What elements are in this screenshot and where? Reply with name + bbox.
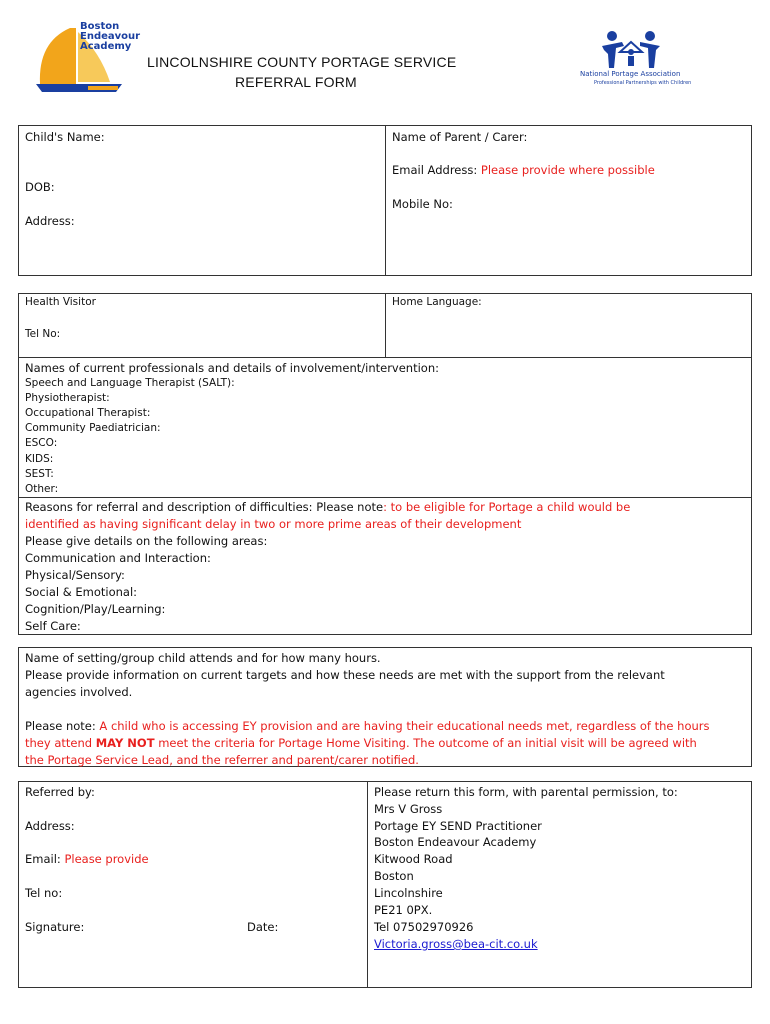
- setting-line3: agencies involved.: [25, 685, 133, 699]
- section-divider: [385, 125, 386, 276]
- area-item: Self Care:: [25, 619, 81, 633]
- home-language-label: Home Language:: [392, 296, 482, 308]
- professional-item: Other:: [25, 483, 59, 495]
- tel-label: Tel No:: [25, 328, 61, 340]
- section-divider: [18, 357, 752, 358]
- referrer-address-label: Address:: [25, 819, 75, 833]
- referrer-email-label: Email:: [25, 852, 61, 866]
- professional-item: SEST:: [25, 468, 54, 480]
- setting-note-line1: [25, 719, 710, 733]
- area-item: Communication and Interaction:: [25, 551, 211, 565]
- may-not-emphasis: MAY NOT: [95, 736, 155, 750]
- setting-note-b1: they attend: [25, 736, 93, 750]
- referred-by-label: Referred by:: [25, 785, 95, 799]
- eligibility-note: : to be eligible for Portage a child would be: [383, 500, 631, 514]
- please-note-label: Please note:: [25, 719, 96, 733]
- referrer-email-note: Please provide: [64, 852, 149, 866]
- professional-item: Speech and Language Therapist (SALT):: [25, 377, 235, 389]
- setting-note-line2: [25, 736, 697, 750]
- return-line: Portage EY SEND Practitioner: [374, 819, 542, 833]
- setting-line2: Please provide information on current targets and how these needs are met with the support from the relevant: [25, 668, 665, 682]
- page-title-line1: LINCOLNSHIRE COUNTY PORTAGE SERVICE: [147, 54, 457, 70]
- health-visitor-label: Health Visitor: [25, 296, 96, 308]
- return-line: PE21 0PX.: [374, 903, 433, 917]
- national-portage-association-logo: [580, 30, 690, 92]
- section-divider: [385, 293, 386, 357]
- professional-item: Community Paediatrician:: [25, 422, 161, 434]
- return-line: Boston: [374, 869, 414, 883]
- professional-item: ESCO:: [25, 437, 58, 449]
- return-line: Lincolnshire: [374, 886, 443, 900]
- npa-logo-tagline: Professional Partnerships with Children: [594, 80, 692, 86]
- professional-item: Occupational Therapist:: [25, 407, 151, 419]
- logo-text-academy: Academy: [80, 41, 132, 52]
- setting-note-b2: meet the criteria for Portage Home Visiting. The outcome of an initial visit will be agreed with: [158, 736, 697, 750]
- signature-label: Signature:: [25, 920, 85, 934]
- dob-label: DOB:: [25, 180, 55, 194]
- mobile-label: Mobile No:: [392, 197, 453, 211]
- referral-reasons-heading: Reasons for referral and description of difficulties: Please note: [25, 500, 384, 514]
- logo-text-boston: Boston: [80, 21, 120, 32]
- area-item: Social & Emotional:: [25, 585, 138, 599]
- page-title-line2: REFERRAL FORM: [235, 74, 357, 90]
- area-item: Cognition/Play/Learning:: [25, 602, 166, 616]
- email-address-line: [392, 163, 655, 177]
- setting-note-line3: the Portage Service Lead, and the referrer and parent/carer notified.: [25, 753, 419, 767]
- boston-endeavour-logo: [30, 21, 141, 100]
- return-line: Please return this form, with parental permission, to:: [374, 785, 678, 799]
- return-line: Boston Endeavour Academy: [374, 835, 537, 849]
- referrer-tel-label: Tel no:: [25, 886, 63, 900]
- setting-note-a: A child who is accessing EY provision and are having their educational needs met, regardless of the hours: [99, 719, 710, 733]
- return-line: Kitwood Road: [374, 852, 453, 866]
- professionals-heading: Names of current professionals and details of involvement/intervention:: [25, 361, 439, 375]
- referral-reasons-line1: [25, 500, 630, 514]
- area-item: Physical/Sensory:: [25, 568, 125, 582]
- setting-line1: Name of setting/group child attends and for how many hours.: [25, 651, 381, 665]
- return-line: Tel 07502970926: [374, 920, 474, 934]
- areas-heading: Please give details on the following areas:: [25, 534, 268, 548]
- section-divider: [367, 781, 368, 988]
- return-line: Mrs V Gross: [374, 802, 443, 816]
- address-label: Address:: [25, 214, 75, 228]
- email-provide-note: Please provide where possible: [480, 163, 655, 177]
- return-email-link[interactable]: Victoria.gross@bea-cit.co.uk: [374, 937, 538, 951]
- child-name-label: Child's Name:: [25, 130, 105, 144]
- parent-name-label: Name of Parent / Carer:: [392, 130, 528, 144]
- email-address-label: Email Address:: [392, 163, 478, 177]
- npa-logo-name: National Portage Association: [580, 70, 681, 78]
- professional-item: Physiotherapist:: [25, 392, 110, 404]
- section-divider: [18, 497, 752, 498]
- logo-text-endeavour: Endeavour: [80, 31, 141, 42]
- referrer-email-line: [25, 852, 149, 866]
- professional-item: KIDS:: [25, 453, 54, 465]
- date-label: Date:: [247, 920, 279, 934]
- eligibility-note-cont: identified as having significant delay in two or more prime areas of their development: [25, 517, 522, 531]
